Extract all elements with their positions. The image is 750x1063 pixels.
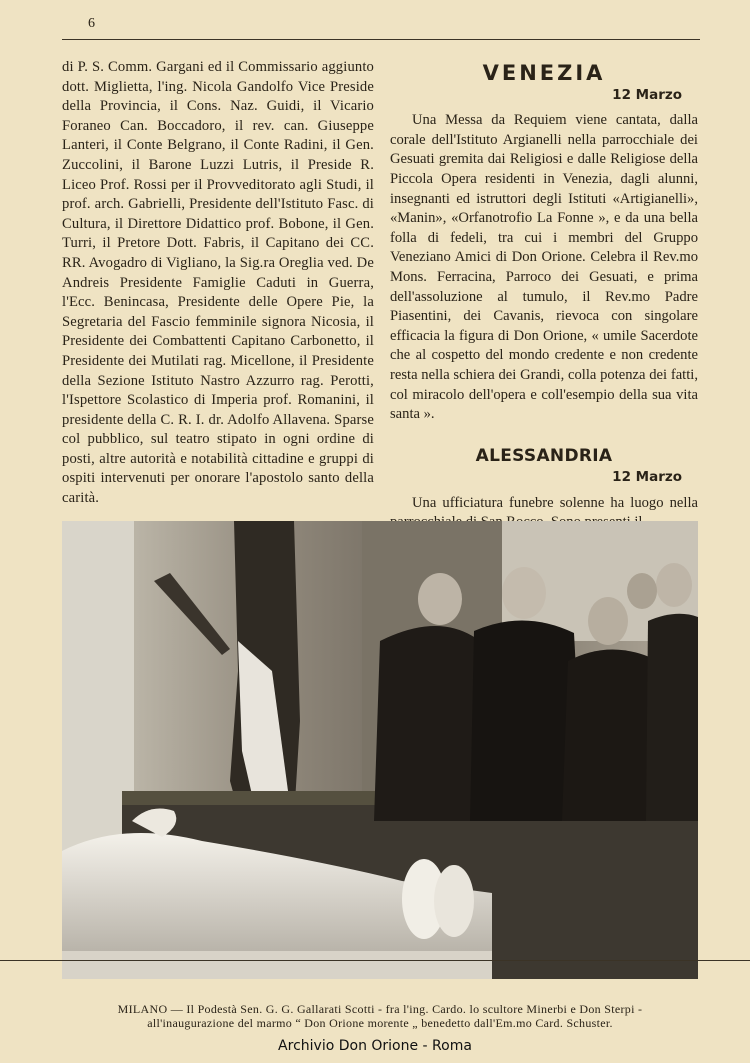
photo-illustration <box>62 521 698 979</box>
top-rule <box>62 39 700 40</box>
page-number: 6 <box>88 16 95 31</box>
photo-caption <box>50 1002 710 1030</box>
bottom-rule <box>0 960 750 961</box>
date-alessandria: 12 Marzo <box>612 469 682 486</box>
caption-line-1: MILANO — Il Podestà Sen. G. G. Gallarati Scotti - fra l'ing. Cardo. lo scultore Minerbi e Don Sterpi - <box>117 1002 643 1016</box>
photo <box>62 521 698 979</box>
section-venezia <box>390 61 698 425</box>
paragraph-venezia: Una Messa da Requiem viene cantata, dalla corale dell'Istituto Argianelli nella parrocchiale dei Gesuati gremita dai Religiosi e dalle Religiose della Piccola Opera residenti in Venezia, dagli alunni, insegnanti ed istruttori degli Istituti «Artigianelli», «Manin», «Orfanotrofio La Fonne », e da una bella folla di fedeli, tra cui i membri del Gruppo Veneziano Amici di Don Orione. Celebra il Rev.mo Mons. Ferracina, Parroco dei Gesuati, e prima dell'assoluzione al tumulo, il Rev.mo Padre Piasentini, dei Cavanis, rievoca con singolare efficacia la figura di Don Orione, « umile Sacerdote che al cospetto del mondo credente e non credente resta nella schiera dei Grandi, colla potenza dei fatti, col miracolo dell'opera e coll'esempio della sua vita santa ». <box>390 112 698 423</box>
left-column-paragraph: di P. S. Comm. Gargani ed il Commissario aggiunto dott. Miglietta, l'ing. Nicola Gandolfo Vice Preside della Provincia, il Cons. Naz. Guidi, il Vicario Foraneo Can. Boccadoro, il rev. can. Giuseppe Lanteri, il Conte Belgrano, il Conte Radini, il Gen. Zuccolini, il Barone Luzzi Lutris, il Preside R. Liceo Prof. Rossi per il Provveditorato agli Studi, il prof. arch. Gabrielli, Presidente dell'Istituto Fasc. di Cultura, il Direttore Didattico prof. Bobone, il Gen. Turri, il Pretore Dott. Fabris, il Capitano dei CC. RR. Avogadro di Vigliano, la Sig.ra Oreglia ved. De Andreis Presidente Famiglie Caduti in Guerra, l'Ecc. Benincasa, Presidente delle Opere Pie, la Segretaria del Fascio femminile signora Nicosia, il Presidente dei Combattenti Capitano Carbonetto, il Presidente dei Mutilati rag. Micellone, il Presidente della Sezione Istituto Nastro Azzurro rag. Perotti, l'Ispettore Scolastico di Imperia prof. Romanini, il presidente della C. R. I. dr. Adolfo Allavena. Sparse col pubblico, sul teatro stipato in ogni ordine di posti, altre autorità e notabilità cittadine e gruppi di ospiti intervenuti per onorare l'apostolo santo della carità. <box>62 59 374 507</box>
left-column <box>62 58 374 509</box>
city-heading-alessandria: ALESSANDRIA <box>475 445 613 466</box>
right-column <box>390 58 698 533</box>
archive-label: Archivio Don Orione - Roma <box>278 1038 472 1054</box>
people-group <box>374 563 698 821</box>
date-venezia: 12 Marzo <box>612 86 682 103</box>
caption-line-2: all'inaugurazione del marmo “ Don Orione morente „ benedetto dall'Em.mo Card. Schuster. <box>147 1016 613 1030</box>
paragraph-alessandria: Una ufficiatura funebre solenne ha luogo nella <box>412 494 698 511</box>
city-heading-venezia: VENEZIA <box>482 61 606 85</box>
